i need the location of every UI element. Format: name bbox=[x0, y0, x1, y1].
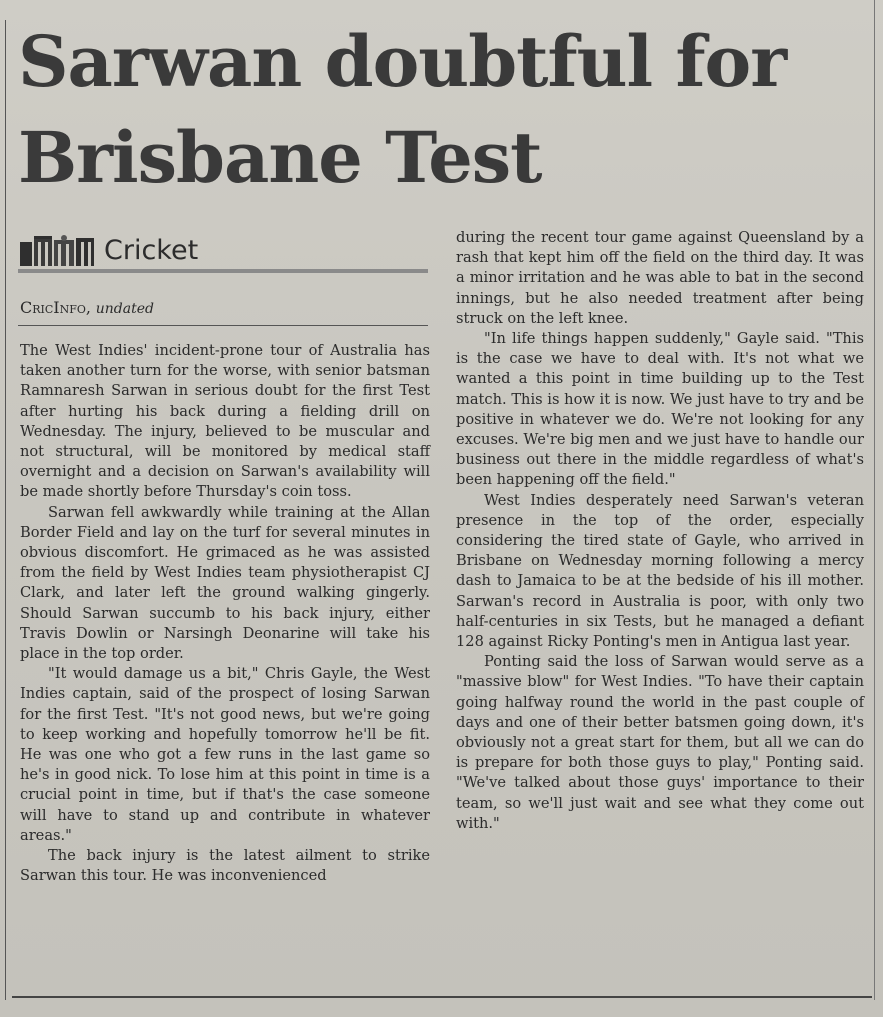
paragraph: The back injury is the latest ailment to strike Sarwan this tour. He was inconvenienced bbox=[20, 847, 430, 885]
right-column-rule bbox=[874, 0, 875, 1000]
paragraph: West Indies desperately need Sarwan's veteran presence in the top of the order, especially considering the tired state of Gayle, who arrived in Brisbane on Wednesday morning following a mercy dash to Jamaica to be at the bedside of his ill mother. Sarwan's record in Australia is poor, with only two half-centuries in six Tests, but he managed a defiant 128 against Ricky Ponting's men in Antigua last year. bbox=[456, 491, 864, 651]
paragraph: Sarwan fell awkwardly while training at the Allan Border Field and lay on the turf for several minutes in obvious discomfort. He grimaced as he was assisted from the field by West Indies team physiotherapist CJ Clark, and later left the ground walking gingerly. Should Sarwan succumb to his back injury, either Travis Dowlin or Narsingh Deonarine will take his place in the top order. bbox=[20, 503, 430, 663]
byline-date: undated bbox=[95, 301, 154, 317]
article-column-right bbox=[456, 228, 864, 834]
paragraph: "In life things happen suddenly," Gayle said. "This is the case we have to deal with. It's not what we wanted a this point in time building up to the Test match. This is how it is now. We just have to try and be positive in whatever we do. We're not looking for any excuses. We're big men and we just have to handle our business out there in the middle regardless of what's been happening off the field." bbox=[456, 330, 864, 489]
headline-line-1: Sarwan doubtful for bbox=[18, 20, 787, 103]
left-column-rule bbox=[5, 20, 6, 1000]
paragraph: "It would damage us a bit," Chris Gayle, the West Indies captain, said of the prospect of losing Sarwan for the first Test. "It's not good news, but we're going to keep working and hopefully tomorrow he'll be fit. He was one who got a few runs in the last game so he's in good nick. To lose him at this point in time is a crucial point in time, but if that's the case someone will have to stand up and contribute in whatever areas." bbox=[20, 665, 430, 844]
article-column-left bbox=[20, 341, 430, 886]
byline bbox=[20, 297, 154, 320]
cricket-stumps-icon bbox=[18, 234, 98, 268]
paragraph: Ponting said the loss of Sarwan would serve as a "massive blow" for West Indies. "To have their captain going halfway round the world in the past couple of days and one of their better batsmen going down, it's obviously not a great start for them, but all we can do is prepare for both those guys to play," Ponting said. "We've talked about those guys' importance to their team, so we'll just wait and see what they come out with." bbox=[456, 653, 864, 832]
headline bbox=[18, 14, 868, 206]
byline-source: CricInfo, bbox=[20, 298, 91, 317]
section-tag bbox=[18, 232, 428, 272]
headline-line-2: Brisbane Test bbox=[18, 116, 542, 199]
paragraph: The West Indies' incident-prone tour of Australia has taken another turn for the worse, with senior batsman Ramnaresh Sarwan in serious doubt for the first Test after hurting his back during a fielding drill on Wednesday. The injury, believed to be muscular and not structural, will be monitored by medical staff overnight and a decision on Sarwan's availability will be made shortly before Thursday's coin toss. bbox=[20, 342, 430, 501]
section-label: Cricket bbox=[104, 235, 199, 266]
section-underline bbox=[18, 269, 428, 273]
bottom-rule bbox=[12, 996, 872, 998]
paragraph: during the recent tour game against Queensland by a rash that kept him off the field on the third day. It was a minor irritation and he was able to bat in the second innings, but he also needed treatment after being struck on the left knee. bbox=[456, 229, 864, 327]
byline-rule bbox=[18, 325, 428, 326]
